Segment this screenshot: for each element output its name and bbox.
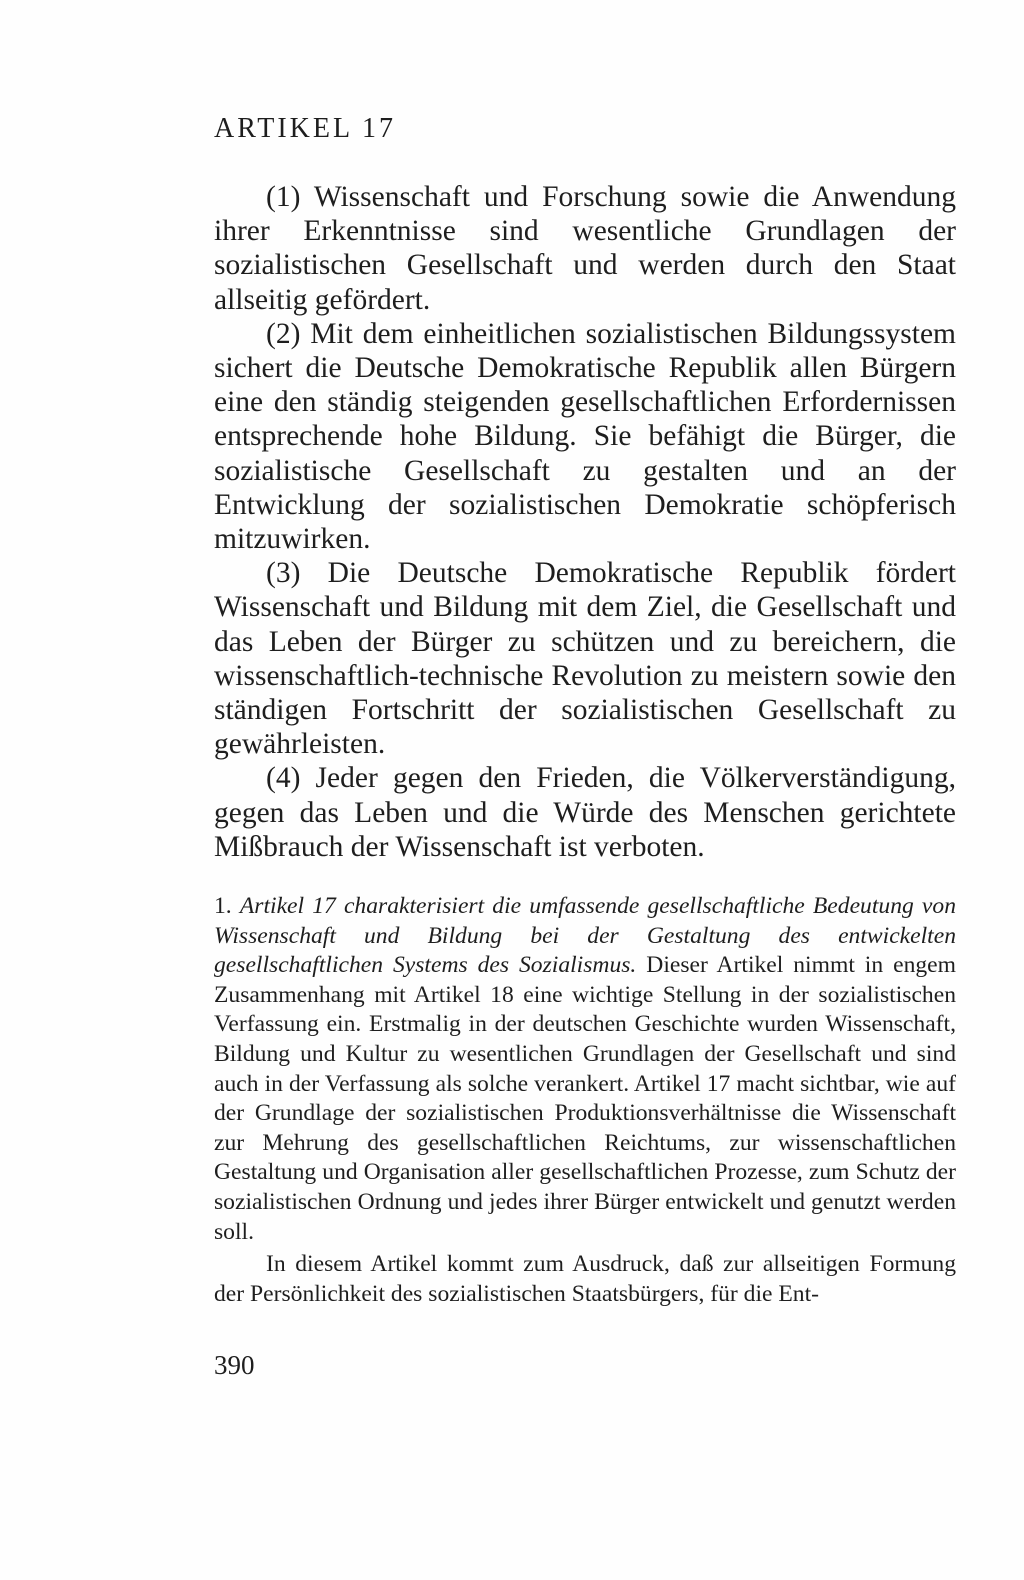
article-body xyxy=(214,180,956,864)
commentary-emphasis: Artikel 17 charakterisiert die umfassende gesellschaftliche Bedeutung von Wissenschaft und Bildung bei der Gestaltung des entwickelten gesellschaftlichen Systems des Sozialismus. xyxy=(214,893,956,979)
commentary-paragraph-1 xyxy=(214,892,956,1247)
article-paragraph-2: (2) Mit dem einheitlichen sozialistischen Bildungssystem sichert die Deutsche Demokratische Republik allen Bürgern eine den ständig steigenden gesellschaftlichen Erfordernissen entsprechende hohe Bildung. Sie befähigt die Bürger, die sozialistische Gesellschaft zu gestalten und an der Entwicklung der sozialistischen Demokratie schöpferisch mitzuwirken. xyxy=(214,317,956,556)
article-paragraph-4: (4) Jeder gegen den Frieden, die Völkerverständigung, gegen das Leben und die Würde des Menschen gerichtete Mißbrauch der Wissenschaft ist verboten. xyxy=(214,762,956,863)
commentary-text: Dieser Artikel nimmt in engem Zusammenhang mit Artikel 18 eine wichtige Stellung in der sozialistischen Verfassung ein. Erstmalig in der deutschen Geschichte wurden Wissenschaft, Bildung und Kultur zu wesentlichen Grundlagen der Gesellschaft und sind auch in der Verfassung als solche verankert. Artikel 17 macht sichtbar, wie auf der Grundlage der sozialistischen Produktionsverhältnisse die Wissenschaft zur Mehrung des gesellschaftlichen Reichtums, zur wissenschaftlichen Gestaltung und Organisation aller gesellschaftlichen Prozesse, zum Schutz der sozialistischen Ordnung und jedes ihrer Bürger entwickelt und genutzt werden soll. xyxy=(214,952,956,1245)
article-paragraph-3: (3) Die Deutsche Demokratische Republik fördert Wissenschaft und Bildung mit dem Ziel, die Gesellschaft und das Leben der Bürger zu schützen und zu bereichern, die wissenschaftlich-technische Revolution zu meistern sowie den ständigen Fortschritt der sozialistischen Gesellschaft zu gewährleisten. xyxy=(214,557,956,761)
page-number: 390 xyxy=(214,1350,255,1380)
article-heading: ARTIKEL 17 xyxy=(214,113,397,144)
commentary-number: 1. xyxy=(214,893,232,919)
commentary-section xyxy=(214,892,956,1309)
commentary-paragraph-2: In diesem Artikel kommt zum Ausdruck, daß zur allseitigen Formung der Persönlichkeit des sozialistischen Staatsbürgers, für die Ent- xyxy=(214,1251,956,1307)
article-paragraph-1: (1) Wissenschaft und Forschung sowie die Anwendung ihrer Erkenntnisse sind wesentliche Grundlagen der sozialistischen Gesellschaft und werden durch den Staat allseitig gefördert. xyxy=(214,181,956,316)
